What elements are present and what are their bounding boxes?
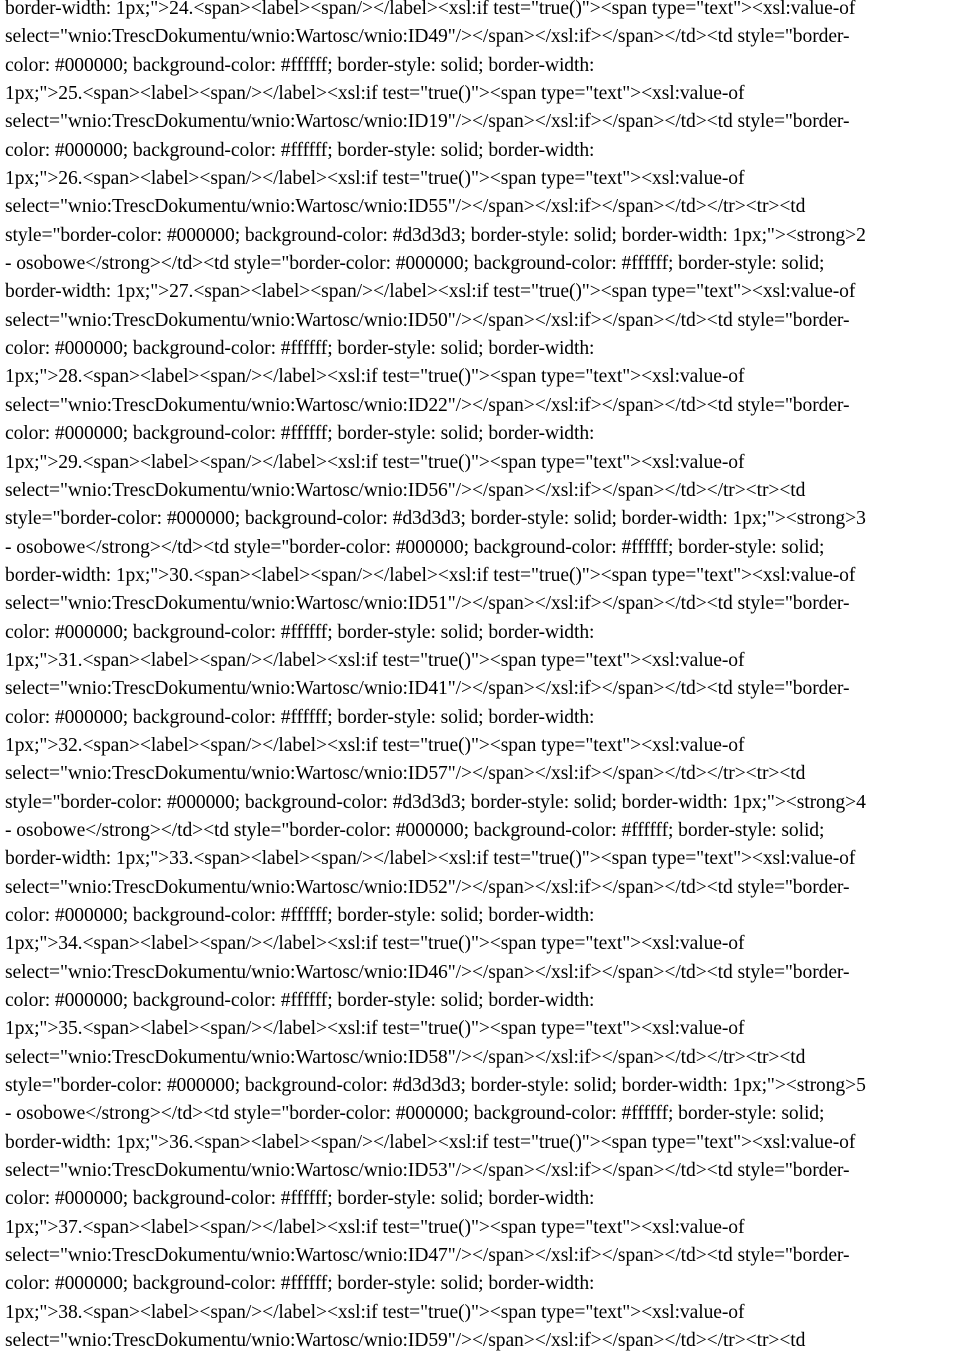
text-line: style="border-color: #000000; background-color: #d3d3d3; border-style: solid; border-width: 1px;"><strong>2 <box>5 224 866 246</box>
text-line: border-width: 1px;">33.<span><label><span/></label><xsl:if test="true()"><span type="text"><xsl:value-of <box>5 848 856 870</box>
text-line: select="wnio:TrescDokumentu/wnio:Wartosc/wnio:ID53"/></span></xsl:if></span></td><td style="border- <box>5 1160 850 1182</box>
text-line: select="wnio:TrescDokumentu/wnio:Wartosc/wnio:ID19"/></span></xsl:if></span></td><td style="border- <box>5 111 850 133</box>
text-line: 1px;">37.<span><label><span/></label><xsl:if test="true()"><span type="text"><xsl:value-of <box>5 1216 745 1238</box>
text-line: select="wnio:TrescDokumentu/wnio:Wartosc/wnio:ID56"/></span></xsl:if></span></td></tr><tr><td <box>5 479 806 501</box>
text-line: select="wnio:TrescDokumentu/wnio:Wartosc/wnio:ID50"/></span></xsl:if></span></td><td style="border- <box>5 309 850 331</box>
text-line: color: #000000; background-color: #ffffff; border-style: solid; border-width: <box>5 338 595 360</box>
text-line: select="wnio:TrescDokumentu/wnio:Wartosc/wnio:ID55"/></span></xsl:if></span></td></tr><tr><td <box>5 196 806 218</box>
text-line: select="wnio:TrescDokumentu/wnio:Wartosc/wnio:ID57"/></span></xsl:if></span></td></tr><tr><td <box>5 763 806 785</box>
text-line: 1px;">26.<span><label><span/></label><xsl:if test="true()"><span type="text"><xsl:value-of <box>5 168 745 190</box>
text-line: select="wnio:TrescDokumentu/wnio:Wartosc/wnio:ID47"/></span></xsl:if></span></td><td style="border- <box>5 1245 850 1267</box>
text-line: border-width: 1px;">27.<span><label><span/></label><xsl:if test="true()"><span type="text"><xsl:value-of <box>5 281 856 303</box>
text-line: color: #000000; background-color: #ffffff; border-style: solid; border-width: <box>5 139 595 161</box>
text-line: select="wnio:TrescDokumentu/wnio:Wartosc/wnio:ID41"/></span></xsl:if></span></td><td style="border- <box>5 678 850 700</box>
text-line: color: #000000; background-color: #ffffff; border-style: solid; border-width: <box>5 706 595 728</box>
text-line: 1px;">34.<span><label><span/></label><xsl:if test="true()"><span type="text"><xsl:value-of <box>5 933 745 955</box>
text-line: style="border-color: #000000; background-color: #d3d3d3; border-style: solid; border-width: 1px;"><strong>4 <box>5 791 866 813</box>
text-line: color: #000000; background-color: #ffffff; border-style: solid; border-width: <box>5 905 595 926</box>
text-line: select="wnio:TrescDokumentu/wnio:Wartosc/wnio:ID59"/></span></xsl:if></span></td></tr><tr><td <box>5 1330 806 1352</box>
text-line: color: #000000; background-color: #ffffff; border-style: solid; border-width: <box>5 1188 595 1210</box>
text-line: border-width: 1px;">24.<span><label><span/></label><xsl:if test="true()"><span type="text"><xsl:value-of <box>5 0 856 19</box>
text-line: select="wnio:TrescDokumentu/wnio:Wartosc/wnio:ID52"/></span></xsl:if></span></td><td style="border- <box>5 876 850 898</box>
text-line: select="wnio:TrescDokumentu/wnio:Wartosc/wnio:ID58"/></span></xsl:if></span></td></tr><tr><td <box>5 1046 806 1068</box>
text-line: - osobowe</strong></td><td style="border-color: #000000; background-color: #ffffff; border-style: solid; <box>5 1103 825 1125</box>
text-line: style="border-color: #000000; background-color: #d3d3d3; border-style: solid; border-width: 1px;"><strong>3 <box>5 508 866 530</box>
text-line: 1px;">38.<span><label><span/></label><xsl:if test="true()"><span type="text"><xsl:value-of <box>5 1301 745 1323</box>
text-line: border-width: 1px;">30.<span><label><span/></label><xsl:if test="true()"><span type="text"><xsl:value-of <box>5 564 856 586</box>
text-line: 1px;">35.<span><label><span/></label><xsl:if test="true()"><span type="text"><xsl:value-of <box>5 1018 745 1040</box>
text-line: - osobowe</strong></td><td style="border-color: #000000; background-color: #ffffff; border-style: solid; <box>5 253 825 275</box>
text-line: 1px;">32.<span><label><span/></label><xsl:if test="true()"><span type="text"><xsl:value-of <box>5 734 745 756</box>
text-line: color: #000000; background-color: #ffffff; border-style: solid; border-width: <box>5 990 595 1012</box>
text-line: style="border-color: #000000; background-color: #d3d3d3; border-style: solid; border-width: 1px;"><strong>5 <box>5 1075 866 1097</box>
text-line: color: #000000; background-color: #ffffff; border-style: solid; border-width: <box>5 423 595 445</box>
text-line: select="wnio:TrescDokumentu/wnio:Wartosc/wnio:ID46"/></span></xsl:if></span></td><td style="border- <box>5 961 850 983</box>
text-line: - osobowe</strong></td><td style="border-color: #000000; background-color: #ffffff; border-style: solid; <box>5 536 825 558</box>
text-line: select="wnio:TrescDokumentu/wnio:Wartosc/wnio:ID49"/></span></xsl:if></span></td><td style="border- <box>5 26 850 48</box>
text-line: 1px;">29.<span><label><span/></label><xsl:if test="true()"><span type="text"><xsl:value-of <box>5 451 745 473</box>
text-line: 1px;">25.<span><label><span/></label><xsl:if test="true()"><span type="text"><xsl:value-of <box>5 83 745 105</box>
text-line: 1px;">28.<span><label><span/></label><xsl:if test="true()"><span type="text"><xsl:value-of <box>5 366 745 388</box>
text-line: color: #000000; background-color: #ffffff; border-style: solid; border-width: <box>5 621 595 643</box>
text-line: select="wnio:TrescDokumentu/wnio:Wartosc/wnio:ID22"/></span></xsl:if></span></td><td style="border- <box>5 394 850 416</box>
text-line: select="wnio:TrescDokumentu/wnio:Wartosc/wnio:ID51"/></span></xsl:if></span></td><td style="border- <box>5 593 850 615</box>
text-line: - osobowe</strong></td><td style="border-color: #000000; background-color: #ffffff; border-style: solid; <box>5 819 825 841</box>
text-line: color: #000000; background-color: #ffffff; border-style: solid; border-width: <box>5 1273 595 1295</box>
text-line: 1px;">31.<span><label><span/></label><xsl:if test="true()"><span type="text"><xsl:value-of <box>5 649 745 671</box>
text-line: color: #000000; background-color: #ffffff; border-style: solid; border-width: <box>5 54 595 76</box>
text-line: border-width: 1px;">36.<span><label><span/></label><xsl:if test="true()"><span type="text"><xsl:value-of <box>5 1131 856 1153</box>
